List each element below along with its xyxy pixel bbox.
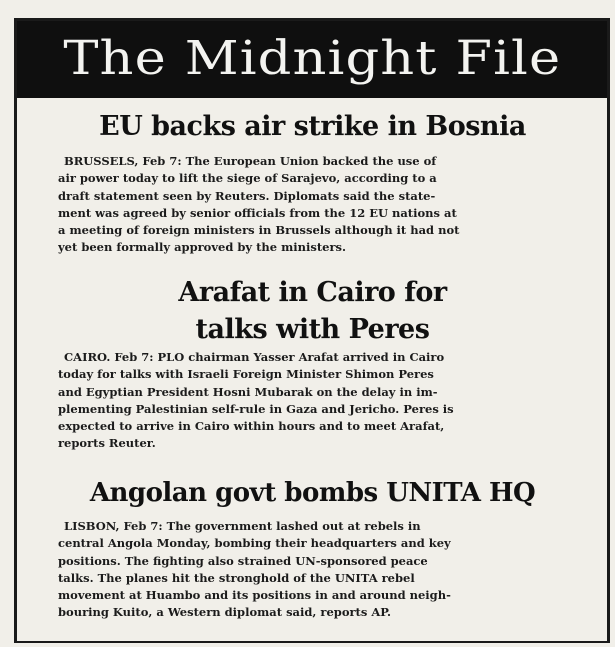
article-line: yet been formally approved by the ministers. xyxy=(58,240,347,255)
article-line: movement at Huambo and its positions in and around neigh- xyxy=(58,588,451,603)
article-line: BRUSSELS, Feb 7: The European Union backed the use of xyxy=(64,154,437,168)
article-body-eu-bosnia xyxy=(58,153,572,257)
article-line: draft statement seen by Reuters. Diplomats said the state- xyxy=(58,188,436,203)
article-line: CAIRO. Feb 7: PLO chairman Yasser Arafat arrived in Cairo xyxy=(64,350,445,364)
article-line: reports Reuter. xyxy=(58,436,156,451)
article-line: a meeting of foreign ministers in Brussels although it had not xyxy=(58,223,460,238)
article-line: plementing Palestinian self-rule in Gaza and Jericho. Peres is xyxy=(58,401,454,416)
article-body-arafat xyxy=(58,349,572,453)
masthead-title: The Midnight File xyxy=(63,31,561,86)
article-line: central Angola Monday, bombing their headquarters and key xyxy=(58,536,451,551)
article-line: expected to arrive in Cairo within hours and to meet Arafat, xyxy=(58,419,445,434)
article-line: ment was agreed by senior officials from the 12 EU nations at xyxy=(58,205,457,220)
article-line: today for talks with Israeli Foreign Minister Shimon Peres xyxy=(58,367,434,382)
article-body-angola xyxy=(58,518,572,622)
article-headline-arafat-line1: Arafat in Cairo for xyxy=(178,277,447,308)
article-line: bouring Kuito, a Western diplomat said, reports AP. xyxy=(58,605,392,620)
article-line: and Egyptian President Hosni Mubarak on the delay in im- xyxy=(58,384,438,399)
article-line: positions. The fighting also strained UN-sponsored peace xyxy=(58,553,428,568)
article-headline-eu-bosnia: EU backs air strike in Bosnia xyxy=(99,111,526,142)
article-headline-angola: Angolan govt bombs UNITA HQ xyxy=(89,478,536,508)
article-line: air power today to lift the siege of Sarajevo, according to a xyxy=(58,171,437,186)
article-line: talks. The planes hit the stronghold of the UNITA rebel xyxy=(58,570,415,585)
article-line: LISBON, Feb 7: The government lashed out at rebels in xyxy=(64,519,421,533)
masthead-bar xyxy=(17,21,607,98)
article-headline-arafat-line2: talks with Peres xyxy=(195,314,430,345)
